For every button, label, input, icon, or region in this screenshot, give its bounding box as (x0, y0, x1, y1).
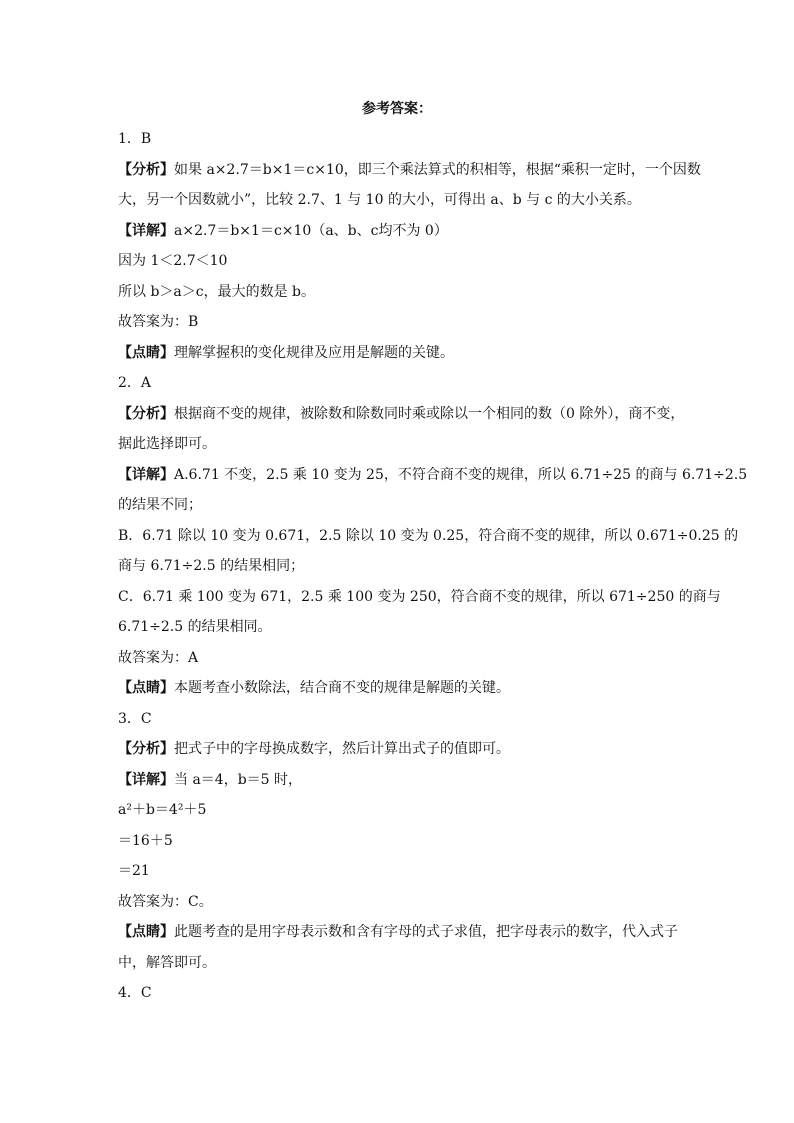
line-text: 故答案为：B (118, 314, 199, 330)
section-tag: 【分析】 (118, 161, 174, 178)
line-text: ＝21 (118, 863, 150, 879)
text-line (118, 307, 678, 338)
section-tag: 【点睛】 (118, 680, 174, 696)
text-line (118, 521, 739, 552)
line-text: 根据商不变的规律，被除数和除数同时乘或除以一个相同的数（0 除外），商不变， (174, 405, 685, 422)
answer-body (118, 124, 748, 1009)
line-text: 所以 b＞a＞c，最大的数是 b。 (118, 283, 316, 300)
text-line (118, 368, 678, 399)
text-line (118, 277, 678, 308)
line-text: a×2.7＝b×1＝c×10（a、b、c均不为 0） (174, 222, 448, 239)
text-line (118, 887, 678, 918)
text-line (118, 246, 678, 277)
text-line (118, 490, 678, 521)
text-line (118, 948, 678, 979)
text-line (118, 582, 721, 613)
line-text: 把式子中的字母换成数字，然后计算出式子的值即可。 (174, 741, 510, 757)
text-line (118, 673, 678, 704)
text-line (118, 917, 678, 948)
text-line (118, 612, 678, 643)
section-tag: 【详解】 (118, 222, 174, 239)
line-text: 故答案为：A (118, 649, 199, 666)
line-text: 的结果不同； (118, 497, 202, 513)
text-line (118, 460, 748, 491)
text-line (118, 399, 685, 430)
line-text: 2．A (118, 375, 152, 391)
line-text: 此题考查的是用字母表示数和含有字母的式子求值，把字母表示的数字，代入式子 (174, 924, 678, 940)
text-line (118, 338, 678, 369)
line-text: 6.71÷2.5 的结果相同。 (118, 619, 272, 635)
line-text: 3．C (118, 710, 152, 727)
line-text: 4．C (118, 985, 152, 1001)
line-text: 商与 6.71÷2.5 的结果相同； (118, 558, 305, 574)
text-line (118, 643, 678, 674)
line-text: 因为 1＜2.7＜10 (118, 253, 228, 269)
text-line (118, 765, 678, 796)
text-line (118, 429, 678, 460)
line-text: 如果 a×2.7＝b×1＝c×10，即三个乘法算式的积相等，根据“乘积一定时，一个因数 (174, 161, 701, 178)
line-text: ＝16＋5 (118, 832, 173, 849)
text-line (118, 551, 678, 582)
text-line (118, 826, 678, 857)
line-text: A.6.71 不变，2.5 乘 10 变为 25，不符合商不变的规律，所以 6.71÷25 的商与 6.71÷2.5 (174, 466, 748, 483)
line-text: B．6.71 除以 10 变为 0.671，2.5 除以 10 变为 0.25，符合商不变的规律，所以 0.671÷0.25 的 (118, 527, 739, 544)
line-text: 理解掌握积的变化规律及应用是解题的关键。 (174, 344, 454, 361)
line-text: 大，另一个因数就小”，比较 2.7、1 与 10 的大小，可得出 a、b 与 c 的大小关系。 (118, 192, 641, 208)
text-line (118, 216, 678, 247)
text-line (118, 856, 678, 887)
line-text: a²＋b＝4²＋5 (118, 802, 207, 818)
section-tag: 【详解】 (118, 771, 174, 788)
section-tag: 【点睛】 (118, 344, 174, 361)
text-line (118, 734, 678, 765)
text-line (118, 978, 678, 1009)
text-line (118, 185, 678, 216)
text-line (118, 795, 678, 826)
section-tag: 【详解】 (118, 466, 174, 483)
line-text: 故答案为：C。 (118, 893, 213, 910)
line-text: 1．B (118, 131, 152, 147)
line-text: 当 a＝4，b＝5 时， (174, 771, 303, 788)
section-tag: 【分析】 (118, 405, 174, 422)
line-text: 中，解答即可。 (118, 954, 216, 971)
line-text: 本题考查小数除法，结合商不变的规律是解题的关键。 (174, 680, 510, 696)
line-text: 据此选择即可。 (118, 436, 216, 452)
section-tag: 【分析】 (118, 741, 174, 757)
text-line (118, 124, 678, 155)
text-line (118, 155, 701, 186)
text-line (118, 704, 678, 735)
line-text: C．6.71 乘 100 变为 671，2.5 乘 100 变为 250，符合商不变的规律，所以 671÷250 的商与 (118, 588, 721, 605)
section-tag: 【点睛】 (118, 924, 174, 940)
page-title: 参考答案： (362, 101, 432, 117)
